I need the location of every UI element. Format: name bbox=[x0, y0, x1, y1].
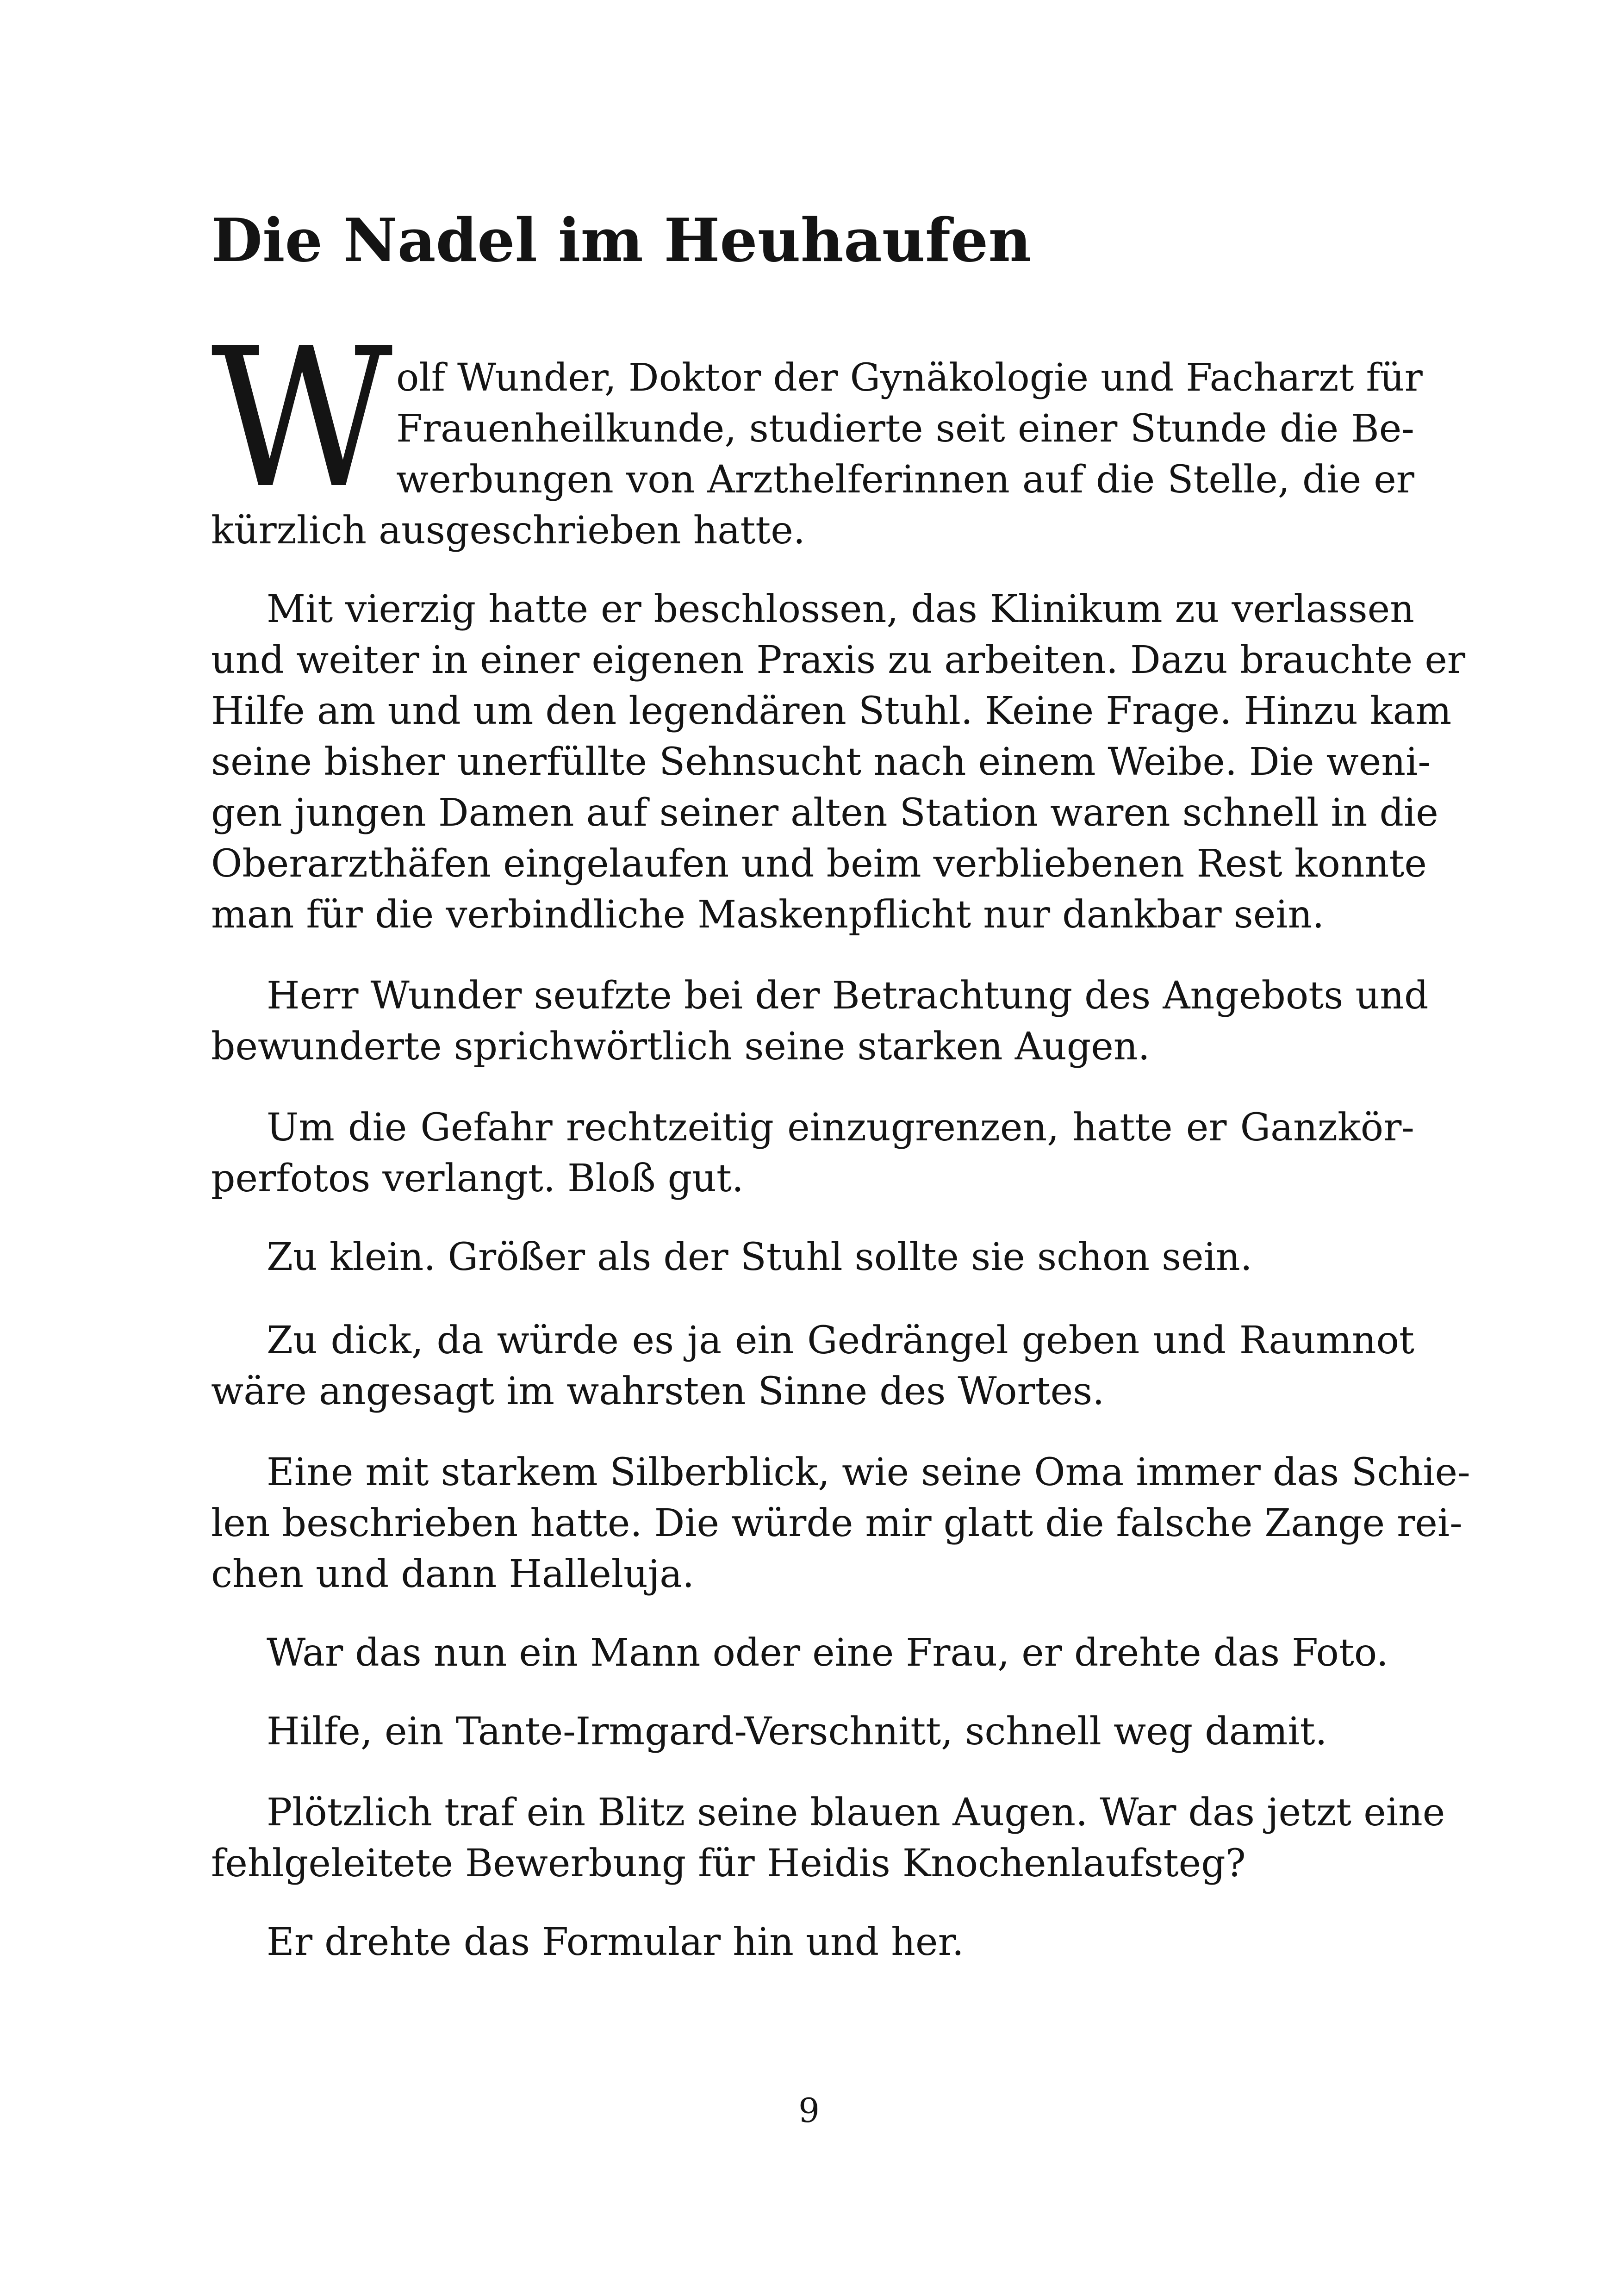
paragraph-3-line-2: bewunderte sprichwörtlich seine starken Augen. bbox=[211, 1025, 1150, 1069]
drop-cap: W bbox=[211, 307, 393, 530]
paragraph-10-line-2: fehlgeleitete Bewerbung für Heidis Knochenlaufsteg? bbox=[211, 1842, 1246, 1885]
paragraph-11-line-1: Er drehte das Formular hin und her. bbox=[267, 1920, 964, 1964]
paragraph-2-line-1: Mit vierzig hatte er beschlossen, das Klinikum zu verlassen bbox=[267, 587, 1414, 631]
paragraph-10-line-1: Plötzlich traf ein Blitz seine blauen Augen. War das jetzt eine bbox=[267, 1791, 1445, 1835]
page-number: 9 bbox=[798, 2091, 820, 2130]
paragraph-2-line-4: seine bisher unerfüllte Sehnsucht nach einem Weibe. Die weni- bbox=[211, 740, 1431, 784]
paragraph-1-line-4: kürzlich ausgeschrieben hatte. bbox=[211, 509, 805, 553]
paragraph-7-line-3: chen und dann Halleluja. bbox=[211, 1552, 695, 1596]
paragraph-6-line-1: Zu dick, da würde es ja ein Gedrängel geben und Raumnot bbox=[267, 1319, 1414, 1363]
paragraph-4-line-2: perfotos verlangt. Bloß gut. bbox=[211, 1157, 744, 1201]
chapter-title: Die Nadel im Heuhaufen bbox=[211, 206, 1032, 275]
paragraph-2-line-3: Hilfe am und um den legendären Stuhl. Keine Frage. Hinzu kam bbox=[211, 689, 1452, 733]
paragraph-5-line-1: Zu klein. Größer als der Stuhl sollte sie schon sein. bbox=[267, 1235, 1252, 1279]
paragraph-2-line-5: gen jungen Damen auf seiner alten Station waren schnell in die bbox=[211, 791, 1438, 835]
paragraph-2-line-6: Oberarzthäfen eingelaufen und beim verbliebenen Rest konnte bbox=[211, 842, 1427, 886]
paragraph-6-line-2: wäre angesagt im wahrsten Sinne des Wortes. bbox=[211, 1369, 1105, 1413]
paragraph-8-line-1: War das nun ein Mann oder eine Frau, er drehte das Foto. bbox=[267, 1631, 1388, 1675]
paragraph-3-line-1: Herr Wunder seufzte bei der Betrachtung des Angebots und bbox=[267, 974, 1429, 1018]
paragraph-7-line-2: len beschrieben hatte. Die würde mir glatt die falsche Zange rei- bbox=[211, 1501, 1462, 1545]
paragraph-7-line-1: Eine mit starkem Silberblick, wie seine Oma immer das Schie- bbox=[267, 1450, 1470, 1494]
paragraph-1-line-2: Frauenheilkunde, studierte seit einer Stunde die Be- bbox=[396, 407, 1414, 451]
paragraph-1-line-1: olf Wunder, Doktor der Gynäkologie und Facharzt für bbox=[396, 356, 1423, 400]
paragraph-1-line-3: werbungen von Arzthelferinnen auf die Stelle, die er bbox=[396, 458, 1414, 502]
paragraph-4-line-1: Um die Gefahr rechtzeitig einzugrenzen, hatte er Ganzkör- bbox=[267, 1106, 1414, 1150]
paragraph-2-line-2: und weiter in einer eigenen Praxis zu arbeiten. Dazu brauchte er bbox=[211, 638, 1466, 682]
paragraph-9-line-1: Hilfe, ein Tante-Irmgard-Verschnitt, schnell weg damit. bbox=[267, 1710, 1327, 1754]
paragraph-2-line-7: man für die verbindliche Maskenpflicht nur dankbar sein. bbox=[211, 893, 1325, 937]
